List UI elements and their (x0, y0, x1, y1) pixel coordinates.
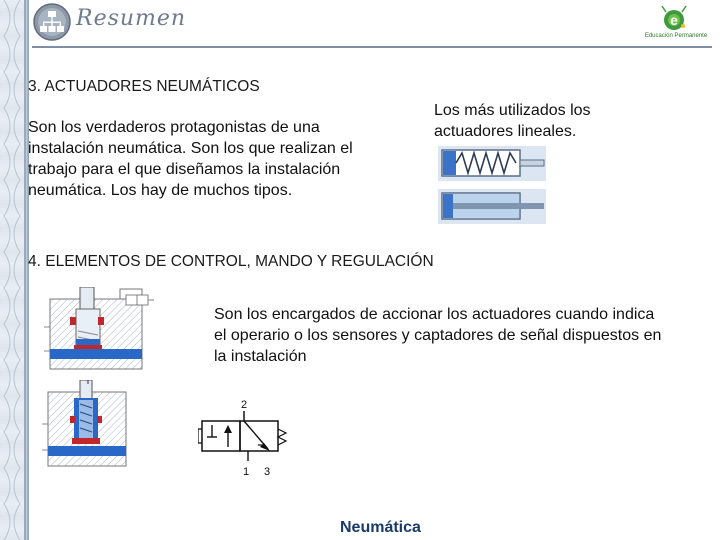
section-4-body: Son los encargados de accionar los actuadores cuando indica el operario o los sensores y captadores de señal dispuestos en la instalación (214, 306, 662, 365)
page-title: Resumen (76, 6, 187, 31)
double-acting-cylinder-illustration (438, 189, 548, 225)
actuators-note: Los más utilizados los actuadores lineales. (434, 102, 591, 140)
port-3-label: 3 (263, 466, 271, 478)
spring-return-cylinder-illustration (438, 146, 548, 182)
footer-label: Neumática (340, 519, 421, 536)
section-3-heading: 3. ACTUADORES NEUMÁTICOS (28, 78, 260, 95)
decorative-left-strip (0, 0, 26, 540)
valve-symbol-3-2 (198, 395, 288, 480)
svg-text:e: e (670, 12, 678, 28)
valve-cutaway-closed-illustration (30, 380, 130, 470)
port-1-label: 1 (242, 466, 250, 478)
port-2-label: 2 (240, 399, 248, 411)
strip-pattern (0, 0, 24, 540)
section-3-body: Son los verdaderos protagonistas de una instalación neumática. Son los que realizan el trabajo para el que diseñamos la instalación neumática. Los hay de muchos tipos. (28, 119, 353, 199)
brand-name: Educación Permanente (644, 33, 708, 39)
header-divider (32, 46, 712, 48)
section-4-heading: 4. ELEMENTOS DE CONTROL, MANDO Y REGULACIÓN (28, 253, 434, 270)
valve-cutaway-open-illustration (30, 287, 160, 372)
sitemap-icon (32, 2, 72, 42)
